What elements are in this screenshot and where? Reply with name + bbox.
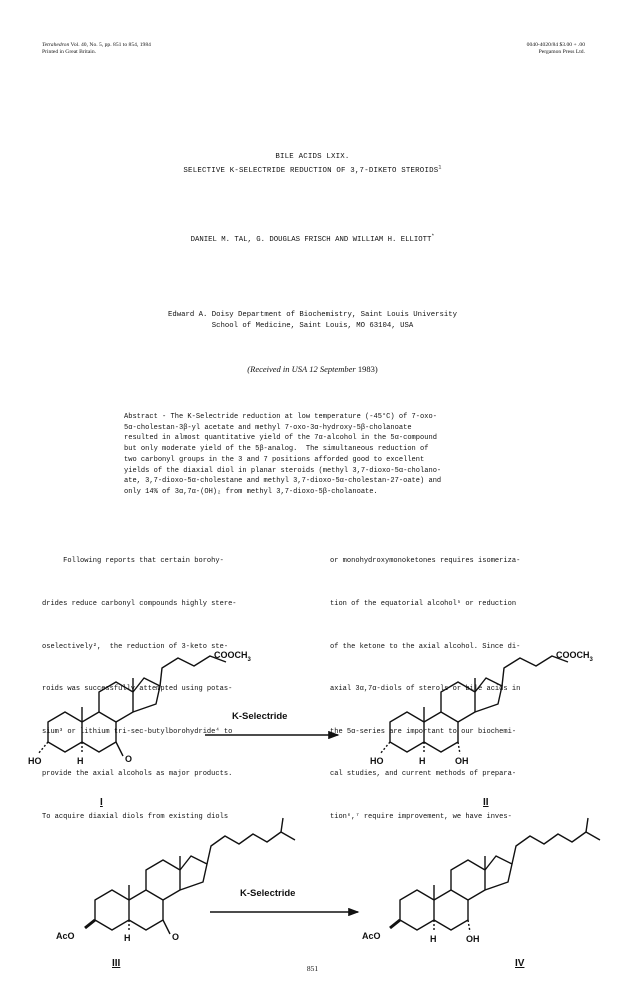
compound-IV-aco: AcO — [362, 931, 381, 941]
compound-II-h: H — [419, 756, 426, 766]
compound-I-cooch3: $COOCH_3$ — [214, 650, 251, 663]
body-line: tion⁶,⁷ require improvement, we have inves- — [330, 813, 512, 822]
title-line-1: BILE ACIDS LXIX. — [275, 153, 350, 161]
compound-III-aco: AcO — [56, 931, 75, 941]
corresponding-mark: * — [431, 233, 435, 240]
body-line: of the ketone to the axial alcohol. Since di- — [330, 642, 521, 651]
received-prefix: (Received in — [247, 364, 292, 374]
affiliation-line-2: School of Medicine, Saint Louis, MO 63104, USA — [211, 322, 414, 330]
compound-IV-structure — [390, 818, 600, 932]
compound-III-h: H — [124, 933, 131, 943]
compound-II-cooch3: $COOCH_3$ — [556, 650, 593, 663]
body-line: To acquire diaxial diols from existing diols — [42, 813, 229, 822]
title-footnote-ref: 1 — [438, 164, 442, 171]
affiliation — [0, 310, 625, 332]
body-line: roids was successfully attempted using potas- — [42, 685, 233, 694]
compound-IV-h: H — [430, 934, 437, 944]
page-number: 851 — [306, 964, 319, 973]
body-line: drides reduce carbonyl compounds highly stere- — [42, 600, 237, 609]
body-line: oselectively², the reduction of 3-keto ste- — [42, 642, 229, 651]
received-year: 1983) — [357, 364, 378, 374]
body-line: the 5α-series are important to our biochemi- — [330, 727, 517, 736]
author-names: DANIEL M. TAL, G. DOUGLAS FRISCH AND WILLIAM H. ELLIOTT — [190, 236, 432, 244]
compound-II-structure — [380, 656, 568, 754]
compound-II-ho: HO — [370, 756, 384, 766]
compound-label-IV: IV — [515, 958, 525, 969]
body-line: axial 3α,7α-diols of sterols or bile acids in — [330, 685, 521, 694]
compound-IV-oh: OH — [466, 934, 480, 944]
journal-citation — [42, 42, 151, 56]
abstract: Abstract - The K-Selectride reduction at low temperature (-45°C) of 7-oxo- 5α-cholestan-3β-yl acetate and methyl 7-oxo-3α-hydroxy-5β-cholanoate resulted in almost quantitative yield of the 7α-alcohol in the 5α-compound but only moderate yield of the 5β-analog. The simultaneous reduction of two carbonyl groups in the 3 and 7 positions afforded good to excellent yields of the diaxial diol in planar steroids (methyl 3,7-dioxo-5α-cholano- ate, 3,7-dioxo-5α-cholestane and methyl 3,7-dioxo-5α-cholestan-27-oate) and only 14% of 3α,7α-(OH)₂ from methyl 3,7-dioxo-5β-cholanoate. — [124, 413, 442, 496]
journal-name: Tetrahedron — [42, 42, 70, 48]
compound-label-III: III — [112, 958, 121, 969]
reagent-label-bottom: K-Selectride — [240, 888, 296, 899]
received-date — [0, 364, 625, 374]
body-line: provide the axial alcohols as major products. — [42, 770, 233, 779]
volume-info: Vol. 40, No. 5, pp. 851 to 854, 1984 — [69, 42, 151, 48]
printed-in: Printed in Great Britain. — [42, 49, 97, 55]
price-code: 0040-4020/84 $3.00 + .00 — [526, 42, 585, 48]
body-line: sium³ or lithium tri-sec-butylborohydride⁴ to — [42, 727, 233, 736]
compound-I-o: O — [125, 754, 133, 764]
compound-III-structure — [85, 818, 295, 934]
affiliation-line-1: Edward A. Doisy Department of Biochemistry, Saint Louis University — [167, 311, 457, 319]
title-line-2 — [0, 164, 625, 178]
received-country: USA — [291, 364, 308, 374]
compound-II-oh: OH — [455, 756, 469, 766]
author-list — [0, 233, 625, 244]
compound-label-I: I — [100, 797, 103, 808]
compound-I-h: H — [77, 756, 84, 766]
body-line: Following reports that certain borohy- — [42, 557, 224, 566]
title-text: SELECTIVE K-SELECTRIDE REDUCTION OF 3,7-DIKETO STEROIDS — [183, 167, 439, 175]
compound-I-ho: HO — [28, 756, 42, 766]
reagent-label-top: K-Selectride — [232, 711, 288, 722]
received-day-month: 12 September — [307, 364, 358, 374]
publisher-info — [527, 42, 585, 56]
body-line: or monohydroxymonoketones requires isomeriza- — [330, 557, 521, 566]
body-line: cal studies, and current methods of prepara- — [330, 770, 517, 779]
publisher-name: Pergamon Press Ltd. — [538, 49, 585, 55]
compound-label-II: II — [483, 797, 489, 808]
body-line: tion of the equatorial alcohol⁵ or reduction — [330, 600, 517, 609]
reaction-scheme — [0, 620, 625, 980]
compound-I-structure — [38, 656, 226, 756]
compound-III-o: O — [172, 932, 180, 942]
